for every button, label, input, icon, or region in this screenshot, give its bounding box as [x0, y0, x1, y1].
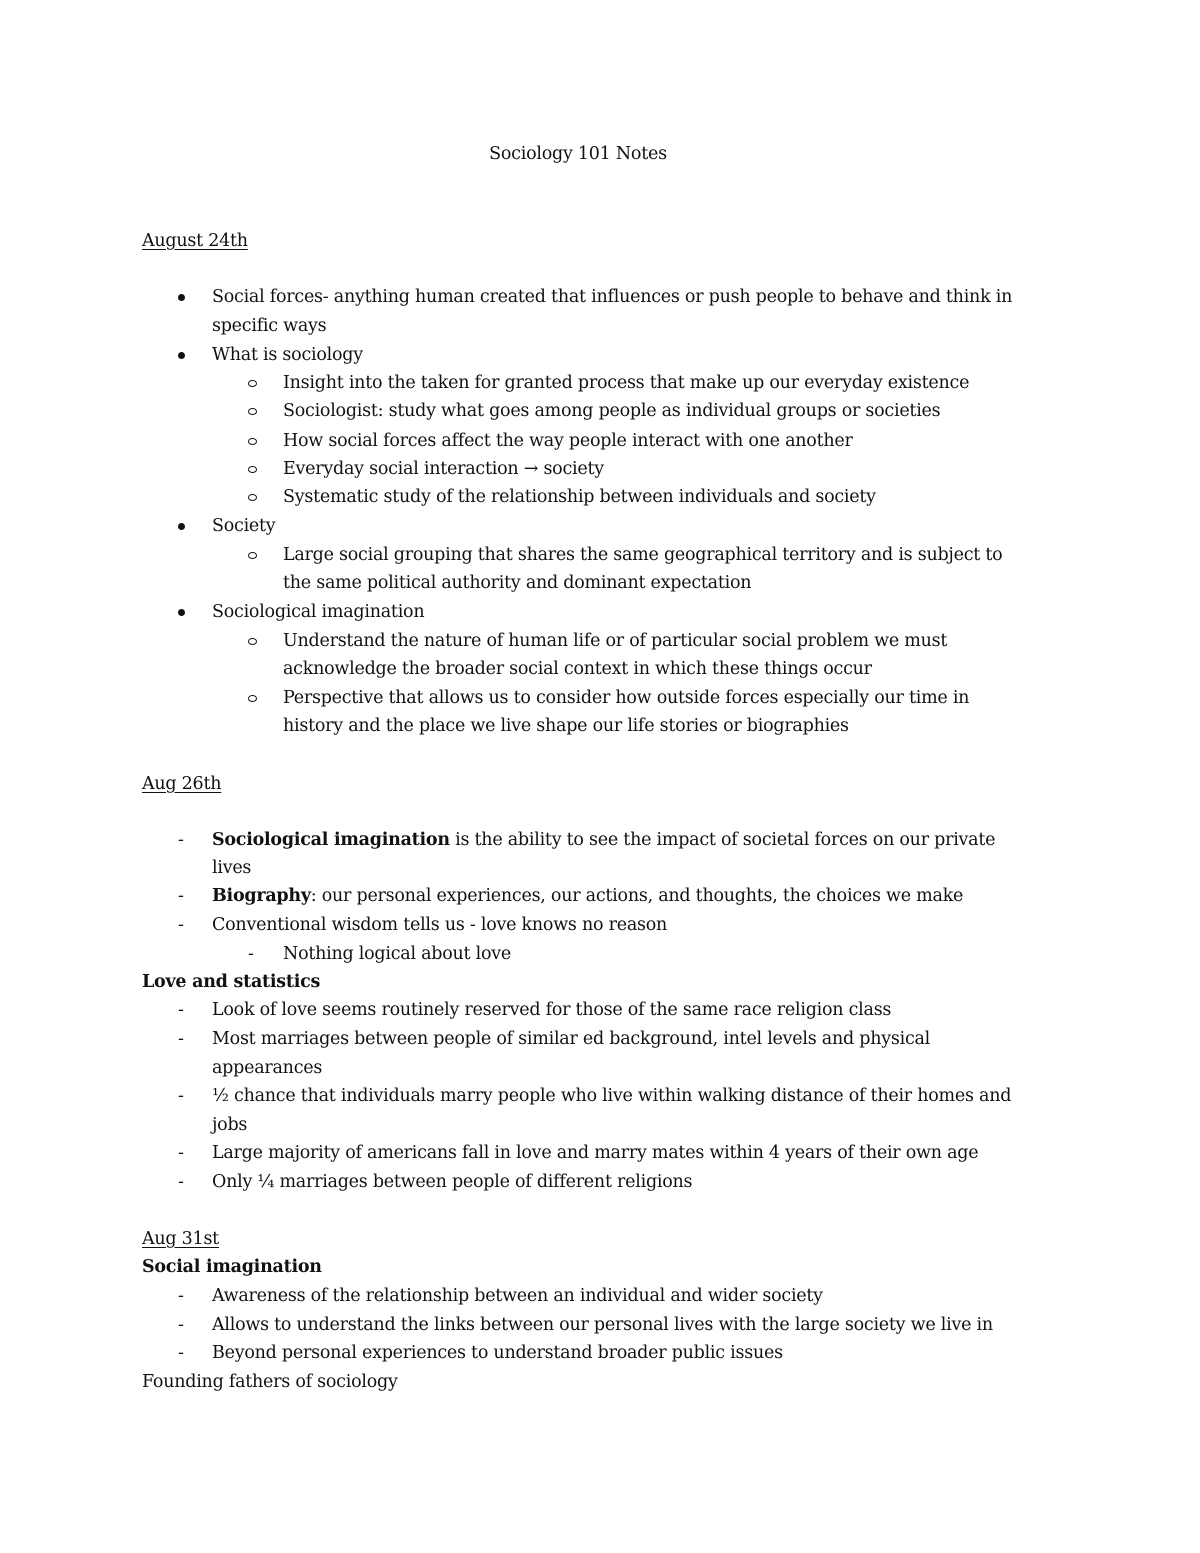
- dash-item: Conventional wisdom tells us - love knows no reason: [212, 915, 668, 935]
- dash-item: ½ chance that individuals marry people who live within walking distance of their homes and: [212, 1086, 1012, 1106]
- bullet-text: Society: [212, 516, 276, 536]
- circle-bullet-icon: [248, 466, 257, 473]
- sub-bullet-text-cont: history and the place we live shape our life stories or biographies: [283, 716, 849, 736]
- circle-bullet-icon: [248, 438, 257, 445]
- dash-bullet-icon: -: [178, 1086, 184, 1106]
- dash-bullet-icon: -: [178, 1286, 184, 1306]
- document-title: Sociology 101 Notes: [489, 144, 667, 164]
- sub-bullet-text: Perspective that allows us to consider how outside forces especially our time in: [283, 688, 970, 708]
- dash-item: Only ¼ marriages between people of different religions: [212, 1172, 693, 1192]
- trailing-line: Founding fathers of sociology: [142, 1372, 398, 1392]
- dash-bullet-icon: -: [178, 830, 184, 850]
- bullet-text: Social forces- anything human created that influences or push people to behave and think in: [212, 287, 1013, 307]
- dash-item-cont: appearances: [212, 1058, 323, 1078]
- bullet-icon: [178, 523, 185, 530]
- dash-bullet-icon: -: [178, 1000, 184, 1020]
- circle-bullet-icon: [248, 380, 257, 387]
- sub-bullet-text: Everyday social interaction → society: [283, 459, 604, 479]
- dash-item-cont: lives: [212, 858, 252, 878]
- dash-bullet-icon: -: [178, 886, 184, 906]
- circle-bullet-icon: [248, 494, 257, 501]
- circle-bullet-icon: [248, 408, 257, 415]
- dash-bullet-icon: -: [178, 915, 184, 935]
- section-heading-aug31: Aug 31st: [142, 1229, 219, 1249]
- dash-item: [212, 885, 963, 907]
- dash-bullet-icon: -: [178, 1143, 184, 1163]
- bullet-text: What is sociology: [212, 345, 363, 365]
- sub-bullet-text: Large social grouping that shares the same geographical territory and is subject to: [283, 545, 1003, 565]
- dash-item: Most marriages between people of similar ed background, intel levels and physical: [212, 1029, 931, 1049]
- term-definition: : our personal experiences, our actions, and thoughts, the choices we make: [310, 886, 964, 906]
- bold-term: Sociological imagination: [212, 830, 450, 850]
- dash-item-cont: jobs: [212, 1115, 248, 1135]
- bullet-icon: [178, 294, 185, 301]
- sub-bullet-text: How social forces affect the way people interact with one another: [283, 431, 853, 451]
- sub-bullet-text-cont: acknowledge the broader social context in which these things occur: [283, 659, 872, 679]
- sub-bullet-text: Sociologist: study what goes among people as individual groups or societies: [283, 401, 941, 421]
- dash-item: Allows to understand the links between our personal lives with the large society we live in: [212, 1315, 993, 1335]
- circle-bullet-icon: [248, 552, 257, 559]
- term-definition: is the ability to see the impact of societal forces on our private: [449, 830, 996, 850]
- sub-bullet-text: Systematic study of the relationship between individuals and society: [283, 487, 876, 507]
- sub-bullet-text: Insight into the taken for granted process that make up our everyday existence: [283, 373, 970, 393]
- sub-bullet-text-cont: the same political authority and dominant expectation: [283, 573, 752, 593]
- bullet-icon: [178, 609, 185, 616]
- circle-bullet-icon: [248, 695, 257, 702]
- sub-bullet-text: Understand the nature of human life or of particular social problem we must: [283, 631, 948, 651]
- section-heading-aug24: August 24th: [142, 231, 248, 251]
- dash-bullet-icon: -: [248, 944, 254, 964]
- dash-sub-item: Nothing logical about love: [283, 944, 512, 964]
- dash-bullet-icon: -: [178, 1315, 184, 1335]
- bullet-text: Sociological imagination: [212, 602, 425, 622]
- circle-bullet-icon: [248, 638, 257, 645]
- dash-bullet-icon: -: [178, 1029, 184, 1049]
- dash-item: Large majority of americans fall in love and marry mates within 4 years of their own age: [212, 1143, 979, 1163]
- subheading-love-statistics: Love and statistics: [142, 972, 321, 992]
- dash-item: Awareness of the relationship between an individual and wider society: [212, 1286, 823, 1306]
- bullet-icon: [178, 352, 185, 359]
- bullet-text-cont: specific ways: [212, 316, 327, 336]
- dash-item: [212, 829, 995, 851]
- dash-bullet-icon: -: [178, 1172, 184, 1192]
- dash-item: Look of love seems routinely reserved for those of the same race religion class: [212, 1000, 892, 1020]
- section-heading-aug26: Aug 26th: [142, 774, 222, 794]
- dash-item: Beyond personal experiences to understand broader public issues: [212, 1343, 783, 1363]
- dash-bullet-icon: -: [178, 1343, 184, 1363]
- bold-term: Biography: [212, 886, 311, 906]
- subheading-social-imagination: Social imagination: [142, 1257, 322, 1277]
